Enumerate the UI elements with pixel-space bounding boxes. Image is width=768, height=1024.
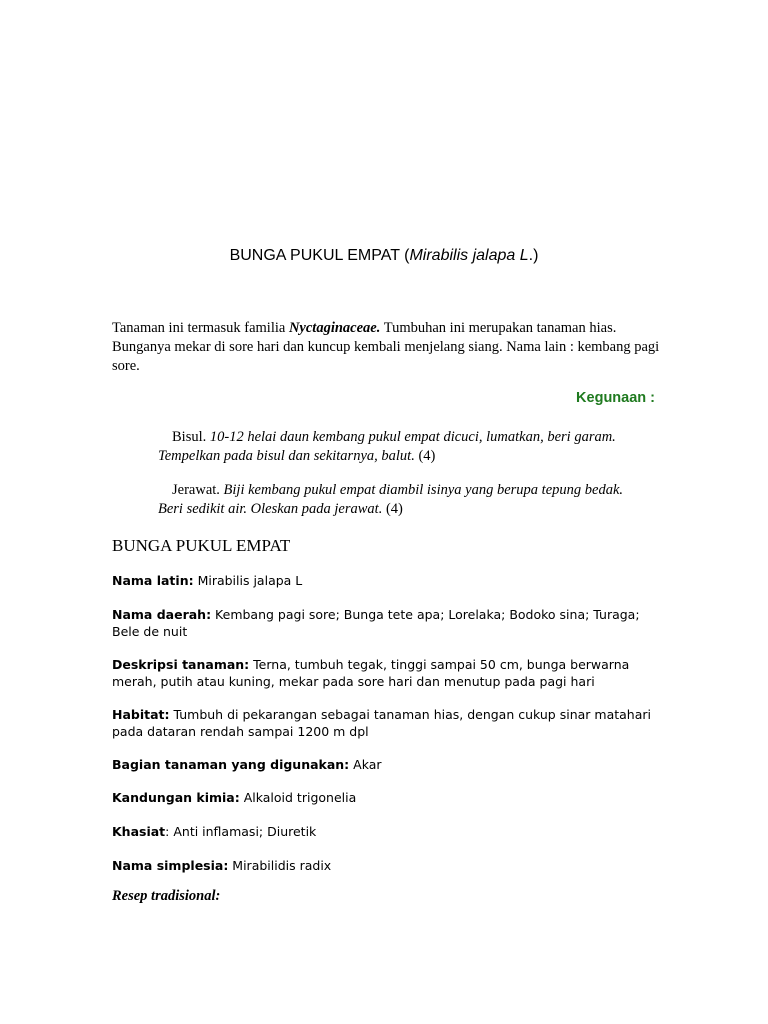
field-khasiat: [112, 823, 657, 840]
use-reference: (4): [385, 501, 403, 517]
title-main: BUNGA PUKUL EMPAT (: [229, 247, 410, 264]
use-description: 10-12 helai daun kembang pukul empat dicuci, lumatkan, beri garam. Tempelkan pada bisul dan sekitarnya, balut.: [158, 429, 616, 464]
field-value: Akar: [349, 757, 382, 772]
field-label: Habitat:: [112, 707, 170, 722]
title-latin-name: Mirabilis jalapa L: [409, 247, 529, 264]
use-name: Bisul.: [172, 429, 207, 445]
field-label: Kandungan kimia:: [112, 790, 240, 805]
use-description: Biji kembang pukul empat diambil isinya yang berupa tepung bedak. Beri sedikit air. Oleskan pada jerawat.: [158, 482, 624, 517]
field-value: : Anti inflamasi; Diuretik: [165, 824, 317, 839]
field-kandungan-kimia: [112, 789, 657, 806]
use-name: Jerawat.: [172, 482, 220, 498]
field-label: Bagian tanaman yang digunakan:: [112, 757, 350, 772]
field-nama-daerah: [112, 606, 657, 640]
field-habitat: [112, 706, 657, 740]
field-value: Alkaloid trigonelia: [239, 790, 357, 805]
field-label: Nama latin:: [112, 573, 194, 588]
document-title: [0, 245, 768, 267]
field-value: Mirabilidis radix: [228, 858, 332, 873]
use-item-jerawat: [158, 481, 648, 519]
field-value: Mirabilis jalapa L: [193, 573, 303, 588]
field-value: Terna, tumbuh tegak, tinggi sampai 50 cm, bunga berwarna merah, putih atau kuning, mekar pada sore hari dan menutup pada pagi hari: [112, 657, 630, 689]
resep-heading: Resep tradisional:: [112, 888, 221, 904]
intro-post: Tumbuhan ini merupakan tanaman hias. Bunganya mekar di sore hari dan kuncup kembali menjelang siang. Nama lain : kembang pagi sore.: [112, 320, 660, 374]
field-label: Deskripsi tanaman:: [112, 657, 250, 672]
intro-pre: Tanaman ini termasuk familia: [112, 320, 289, 336]
intro-family: Nyctaginaceae.: [288, 320, 381, 336]
title-end: .): [528, 247, 539, 264]
field-bagian-tanaman: [112, 756, 657, 773]
field-value: Tumbuh di pekarangan sebagai tanaman hias, dengan cukup sinar matahari pada dataran rendah sampai 1200 m dpl: [112, 707, 651, 739]
field-value: Kembang pagi sore; Bunga tete apa; Lorelaka; Bodoko sina; Turaga; Bele de nuit: [112, 607, 640, 639]
field-deskripsi-tanaman: [112, 656, 657, 690]
intro-paragraph: [112, 319, 660, 376]
field-label: Khasiat: [112, 824, 166, 839]
field-label: Nama simplesia:: [112, 858, 229, 873]
use-item-bisul: [158, 428, 648, 466]
kegunaan-heading: Kegunaan :: [576, 390, 655, 406]
field-nama-simplesia: [112, 857, 657, 874]
section-title: BUNGA PUKUL EMPAT: [112, 536, 291, 555]
use-reference: (4): [418, 448, 436, 464]
field-nama-latin: [112, 572, 657, 589]
field-label: Nama daerah:: [112, 607, 212, 622]
